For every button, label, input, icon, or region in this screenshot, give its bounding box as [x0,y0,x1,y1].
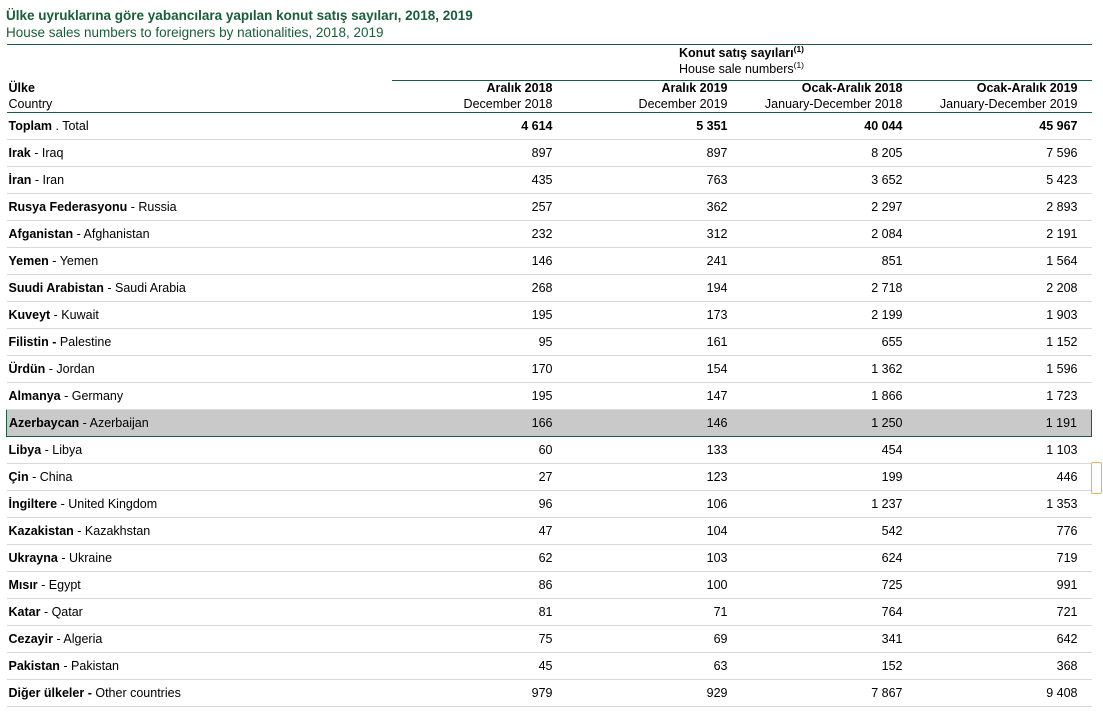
country-name-separator: - [57,551,69,565]
group-header-spacer [7,45,392,61]
value-cell: 199 [742,464,917,491]
table-row [7,383,1092,410]
value-cell: 133 [567,437,742,464]
value-cell: 96 [392,491,567,518]
country-name-en: Libya [52,443,83,457]
table-row [7,545,1092,572]
country-cell [7,221,392,248]
group-header-en: House sale numbers$^{(1)}$ [678,59,805,76]
col-header-en-1: December 2019 [638,96,728,111]
country-name-separator: - [59,659,72,673]
country-name-separator: - [30,146,42,160]
country-name-tr: Almanya [8,389,61,403]
value-cell: 45 [392,653,567,680]
value-cell: 721 [917,599,1092,626]
country-name-tr: İran [8,173,32,187]
col-header-en-2: January-December 2018 [764,96,903,111]
country-name-separator: - [73,227,84,241]
country-name-tr: Çin [8,470,29,484]
country-name-tr: Afganistan [8,227,74,241]
value-cell: 241 [567,248,742,275]
table-row [7,572,1092,599]
group-header-row-tr [7,45,1092,61]
country-name-en: Total [62,119,89,133]
country-name-separator: . [52,119,63,133]
value-cell: 655 [742,329,917,356]
value-cell: 154 [567,356,742,383]
value-cell: 86 [392,572,567,599]
value-cell: 170 [392,356,567,383]
value-cell: 1 723 [917,383,1092,410]
country-cell [7,653,392,680]
country-name-en: Iraq [41,146,64,160]
value-cell: 2 297 [742,194,917,221]
value-cell: 27 [392,464,567,491]
value-cell: 1 353 [917,491,1092,518]
table-row [7,437,1092,464]
country-cell [7,680,392,707]
table-row [7,680,1092,707]
country-cell [7,113,392,140]
value-cell: 312 [567,221,742,248]
value-cell: 63 [567,653,742,680]
value-cell: 103 [567,545,742,572]
country-name-separator: - [28,470,40,484]
country-name-tr: Katar [8,605,41,619]
country-header-en: Country [8,96,53,111]
value-cell: 1 362 [742,356,917,383]
country-name-en: Germany [71,389,124,403]
country-name-tr: Azerbaycan [9,416,80,430]
value-cell: 166 [392,410,567,437]
value-cell: 368 [917,653,1092,680]
value-cell: 1 152 [917,329,1092,356]
page-title-tr: Ülke uyruklarına göre yabancılara yapılan konut satış sayıları, 2018, 2019 [6,8,473,23]
scroll-position-marker[interactable] [1091,462,1102,494]
country-name-en: Iran [42,173,65,187]
table-rows [7,113,1092,707]
table-row [7,356,1092,383]
country-name-separator: - [50,308,62,322]
value-cell: 123 [567,464,742,491]
col-header-tr-3: Ocak-Aralık 2019 [976,81,1078,95]
table-row [7,302,1092,329]
table-row [7,491,1092,518]
value-cell: 195 [392,383,567,410]
value-cell: 979 [392,680,567,707]
table-row [7,329,1092,356]
country-name-separator: - [127,200,139,214]
value-cell: 195 [392,302,567,329]
value-cell: 146 [392,248,567,275]
table-row [7,464,1092,491]
value-cell: 147 [567,383,742,410]
table-row [7,599,1092,626]
table-row [7,140,1092,167]
country-name-en: Kazakhstan [84,524,151,538]
country-name-en: Saudi Arabia [115,281,186,295]
country-name-en: China [39,470,73,484]
value-cell: 81 [392,599,567,626]
country-cell [7,140,392,167]
country-name-tr: Ürdün [8,362,46,376]
country-name-tr: Irak [8,146,31,160]
table-row [7,518,1092,545]
value-cell: 62 [392,545,567,572]
country-name-separator: - [48,254,60,268]
country-name-separator: - [57,497,69,511]
country-name-separator: - [103,281,115,295]
value-cell: 1 237 [742,491,917,518]
value-cell: 435 [392,167,567,194]
col-header-tr-1: Aralık 2019 [661,81,728,95]
value-cell: 40 044 [742,113,917,140]
country-cell [7,437,392,464]
country-cell [7,518,392,545]
value-cell: 95 [392,329,567,356]
value-cell: 624 [742,545,917,572]
country-cell [7,410,392,437]
country-name-separator: - [40,605,52,619]
country-name-en: Yemen [59,254,99,268]
value-cell: 362 [567,194,742,221]
country-name-separator: - [79,416,90,430]
value-cell: 2 208 [917,275,1092,302]
value-cell: 75 [392,626,567,653]
value-cell: 1 596 [917,356,1092,383]
country-cell [7,491,392,518]
country-name-en: Egypt [48,578,81,592]
value-cell: 9 408 [917,680,1092,707]
value-cell: 47 [392,518,567,545]
value-cell: 929 [567,680,742,707]
country-name-tr: Libya [8,443,42,457]
value-cell: 1 191 [917,410,1092,437]
country-name-tr: Filistin - [8,335,57,349]
country-name-separator: - [52,632,64,646]
country-cell [7,275,392,302]
group-header-tr: Konut satış sayıları$^{(1)}$ [678,43,804,60]
value-cell: 991 [917,572,1092,599]
table-row [7,221,1092,248]
country-name-tr: Toplam [8,119,53,133]
col-header-tr-2: Ocak-Aralık 2018 [801,81,903,95]
group-header-row-en [7,61,1092,77]
country-name-tr: Rusya Federasyonu [8,200,128,214]
value-cell: 2 199 [742,302,917,329]
country-cell [7,194,392,221]
value-cell: 1 866 [742,383,917,410]
country-name-separator: - [37,578,49,592]
value-cell: 7 596 [917,140,1092,167]
house-sales-table [6,44,1092,707]
value-cell: 257 [392,194,567,221]
footnote-marker-1: (1) [793,43,804,54]
country-name-en: Ukraine [68,551,113,565]
country-name-en: Jordan [56,362,95,376]
value-cell: 446 [917,464,1092,491]
value-cell: 173 [567,302,742,329]
value-cell: 152 [742,653,917,680]
value-cell: 45 967 [917,113,1092,140]
col-header-en-0: December 2018 [463,96,553,111]
country-name-tr: Kuveyt [8,308,51,322]
value-cell: 2 084 [742,221,917,248]
country-cell [7,167,392,194]
value-cell: 642 [917,626,1092,653]
country-name-tr: Yemen [8,254,49,268]
country-name-tr: Kazakistan [8,524,74,538]
country-header-tr: Ülke [8,81,35,95]
value-cell: 1 564 [917,248,1092,275]
col-header-en-3: January-December 2019 [939,96,1078,111]
country-name-tr: Ukrayna [8,551,58,565]
country-name-en: Kuwait [61,308,99,322]
country-name-separator: - [45,362,57,376]
country-name-en: Afghanistan [83,227,150,241]
country-name-tr: Pakistan [8,659,60,673]
table-row [7,194,1092,221]
country-cell [7,383,392,410]
value-cell: 71 [567,599,742,626]
table-row [7,653,1092,680]
value-cell: 146 [567,410,742,437]
value-cell: 454 [742,437,917,464]
country-cell [7,329,392,356]
table-row [7,248,1092,275]
value-cell: 764 [742,599,917,626]
table-row [7,626,1092,653]
table-row [7,410,1092,437]
value-cell: 8 205 [742,140,917,167]
value-cell: 232 [392,221,567,248]
value-cell: 897 [392,140,567,167]
value-cell: 194 [567,275,742,302]
country-cell [7,545,392,572]
value-cell: 5 351 [567,113,742,140]
country-cell [7,356,392,383]
country-name-en: Algeria [63,632,103,646]
value-cell: 100 [567,572,742,599]
value-cell: 725 [742,572,917,599]
table-row [7,113,1092,140]
country-name-separator: - [60,389,72,403]
col-header-tr-0: Aralık 2018 [486,81,553,95]
value-cell: 2 893 [917,194,1092,221]
country-cell [7,302,392,329]
value-cell: 4 614 [392,113,567,140]
value-cell: 5 423 [917,167,1092,194]
country-name-separator: - [73,524,85,538]
value-cell: 1 903 [917,302,1092,329]
country-name-tr: Suudi Arabistan [8,281,104,295]
value-cell: 268 [392,275,567,302]
value-cell: 161 [567,329,742,356]
country-name-tr: Mısır [8,578,38,592]
country-cell [7,464,392,491]
country-name-separator: - [31,173,43,187]
value-cell: 3 652 [742,167,917,194]
country-name-tr: İngiltere [8,497,58,511]
column-header-row-en [7,97,1092,113]
country-name-en: Russia [138,200,177,214]
country-cell [7,626,392,653]
country-name-en: Qatar [51,605,83,619]
country-name-tr: Cezayir [8,632,53,646]
value-cell: 69 [567,626,742,653]
country-name-en: Palestine [59,335,112,349]
table-row [7,167,1092,194]
value-cell: 542 [742,518,917,545]
table-body [7,45,1092,113]
value-cell: 851 [742,248,917,275]
country-name-en: Pakistan [71,659,119,673]
value-cell: 719 [917,545,1092,572]
value-cell: 60 [392,437,567,464]
value-cell: 104 [567,518,742,545]
value-cell: 776 [917,518,1092,545]
country-name-separator: - [41,443,53,457]
country-cell [7,248,392,275]
value-cell: 1 103 [917,437,1092,464]
country-cell [7,572,392,599]
country-name-en: United Kingdom [68,497,158,511]
column-header-row-tr [7,81,1092,97]
value-cell: 7 867 [742,680,917,707]
value-cell: 897 [567,140,742,167]
value-cell: 2 191 [917,221,1092,248]
table-row [7,275,1092,302]
page-title-en: House sales numbers to foreigners by nationalities, 2018, 2019 [6,25,384,40]
value-cell: 106 [567,491,742,518]
country-name-tr: Diğer ülkeler - [8,686,92,700]
value-cell: 2 718 [742,275,917,302]
country-cell [7,599,392,626]
value-cell: 763 [567,167,742,194]
value-cell: 1 250 [742,410,917,437]
country-name-en: Other countries [95,686,181,700]
country-name-en: Azerbaijan [89,416,149,430]
value-cell: 341 [742,626,917,653]
footnote-marker-2: (1) [793,59,805,70]
group-header-spacer-2 [7,61,392,77]
